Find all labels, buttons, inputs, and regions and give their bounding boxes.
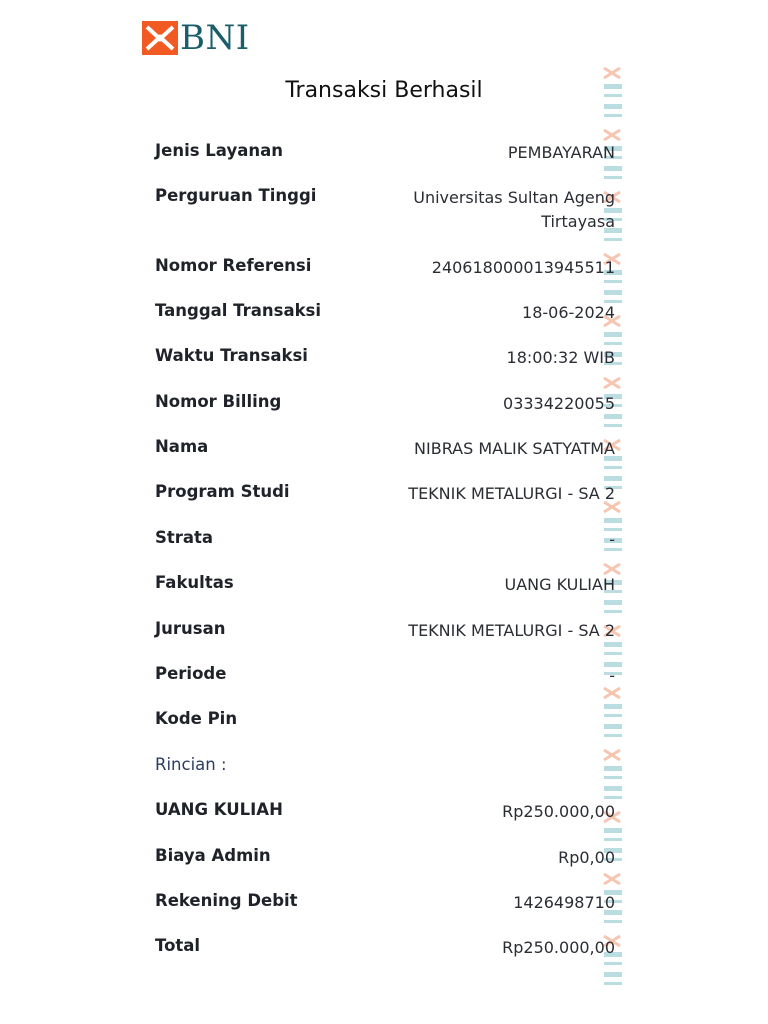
detail-label: Periode: [155, 664, 227, 683]
detail-label: Tanggal Transaksi: [155, 301, 322, 320]
detail-row-nomor-referensi: [155, 256, 615, 280]
detail-value: TEKNIK METALURGI - SA 2: [408, 484, 615, 503]
detail-value: 1426498710: [513, 893, 615, 912]
detail-label: Nama: [155, 437, 209, 456]
brand-name: BNI: [180, 18, 250, 58]
detail-label: Perguruan Tinggi: [155, 186, 317, 205]
detail-label: UANG KULIAH: [155, 800, 283, 819]
detail-row-nama: [155, 437, 615, 461]
detail-label: Fakultas: [155, 573, 234, 592]
detail-label: Biaya Admin: [155, 846, 271, 865]
watermark-mark: [604, 68, 622, 117]
detail-row-biaya-admin: [155, 846, 615, 870]
detail-row-jenis-layanan: [155, 141, 615, 165]
detail-label: Nomor Referensi: [155, 256, 312, 275]
detail-value: 03334220055: [503, 394, 615, 413]
detail-value: 18-06-2024: [522, 303, 615, 322]
detail-value: 240618000013945511: [431, 258, 615, 277]
detail-row-periode: [155, 664, 615, 688]
page-title: Transaksi Berhasil: [285, 78, 483, 103]
detail-row-rekening-debit: [155, 891, 615, 915]
detail-value: Universitas Sultan Ageng Tirtayasa: [413, 188, 615, 231]
section-label: Rincian :: [155, 755, 227, 774]
detail-value: NIBRAS MALIK SATYATMA: [414, 439, 615, 458]
detail-row-fakultas: [155, 573, 615, 597]
detail-label: Total: [155, 936, 201, 955]
detail-value: -: [609, 666, 615, 685]
bni-logo-icon: [142, 21, 178, 55]
detail-row-strata: [155, 528, 615, 552]
detail-value: PEMBAYARAN: [507, 143, 615, 162]
detail-value: -: [609, 530, 615, 549]
detail-row-uang-kuliah: [155, 800, 615, 824]
detail-row-nomor-billing: [155, 392, 615, 416]
detail-label: Waktu Transaksi: [155, 346, 308, 365]
detail-value: Rp250.000,00: [502, 802, 615, 821]
detail-row-kode-pin: [155, 709, 615, 728]
detail-section-rincian: [155, 755, 615, 774]
detail-value: UANG KULIAH: [504, 575, 615, 594]
detail-value: Rp0,00: [558, 848, 615, 867]
detail-value: 18:00:32 WIB: [506, 348, 615, 367]
detail-label: Nomor Billing: [155, 392, 282, 411]
bni-logo: [142, 20, 250, 56]
detail-label: Jurusan: [155, 619, 226, 638]
detail-value: Rp250.000,00: [502, 938, 615, 957]
detail-label: Program Studi: [155, 482, 290, 501]
detail-label: Jenis Layanan: [155, 141, 283, 160]
detail-row-program-studi: [155, 482, 615, 506]
detail-row-tanggal-transaksi: [155, 301, 615, 325]
detail-row-total: [155, 936, 615, 960]
detail-label: Strata: [155, 528, 214, 547]
detail-label: Kode Pin: [155, 709, 238, 728]
detail-value: TEKNIK METALURGI - SA 2: [408, 621, 615, 640]
detail-row-perguruan-tinggi: [155, 186, 615, 234]
detail-label: Rekening Debit: [155, 891, 298, 910]
detail-row-waktu-transaksi: [155, 346, 615, 370]
detail-row-jurusan: [155, 619, 615, 643]
